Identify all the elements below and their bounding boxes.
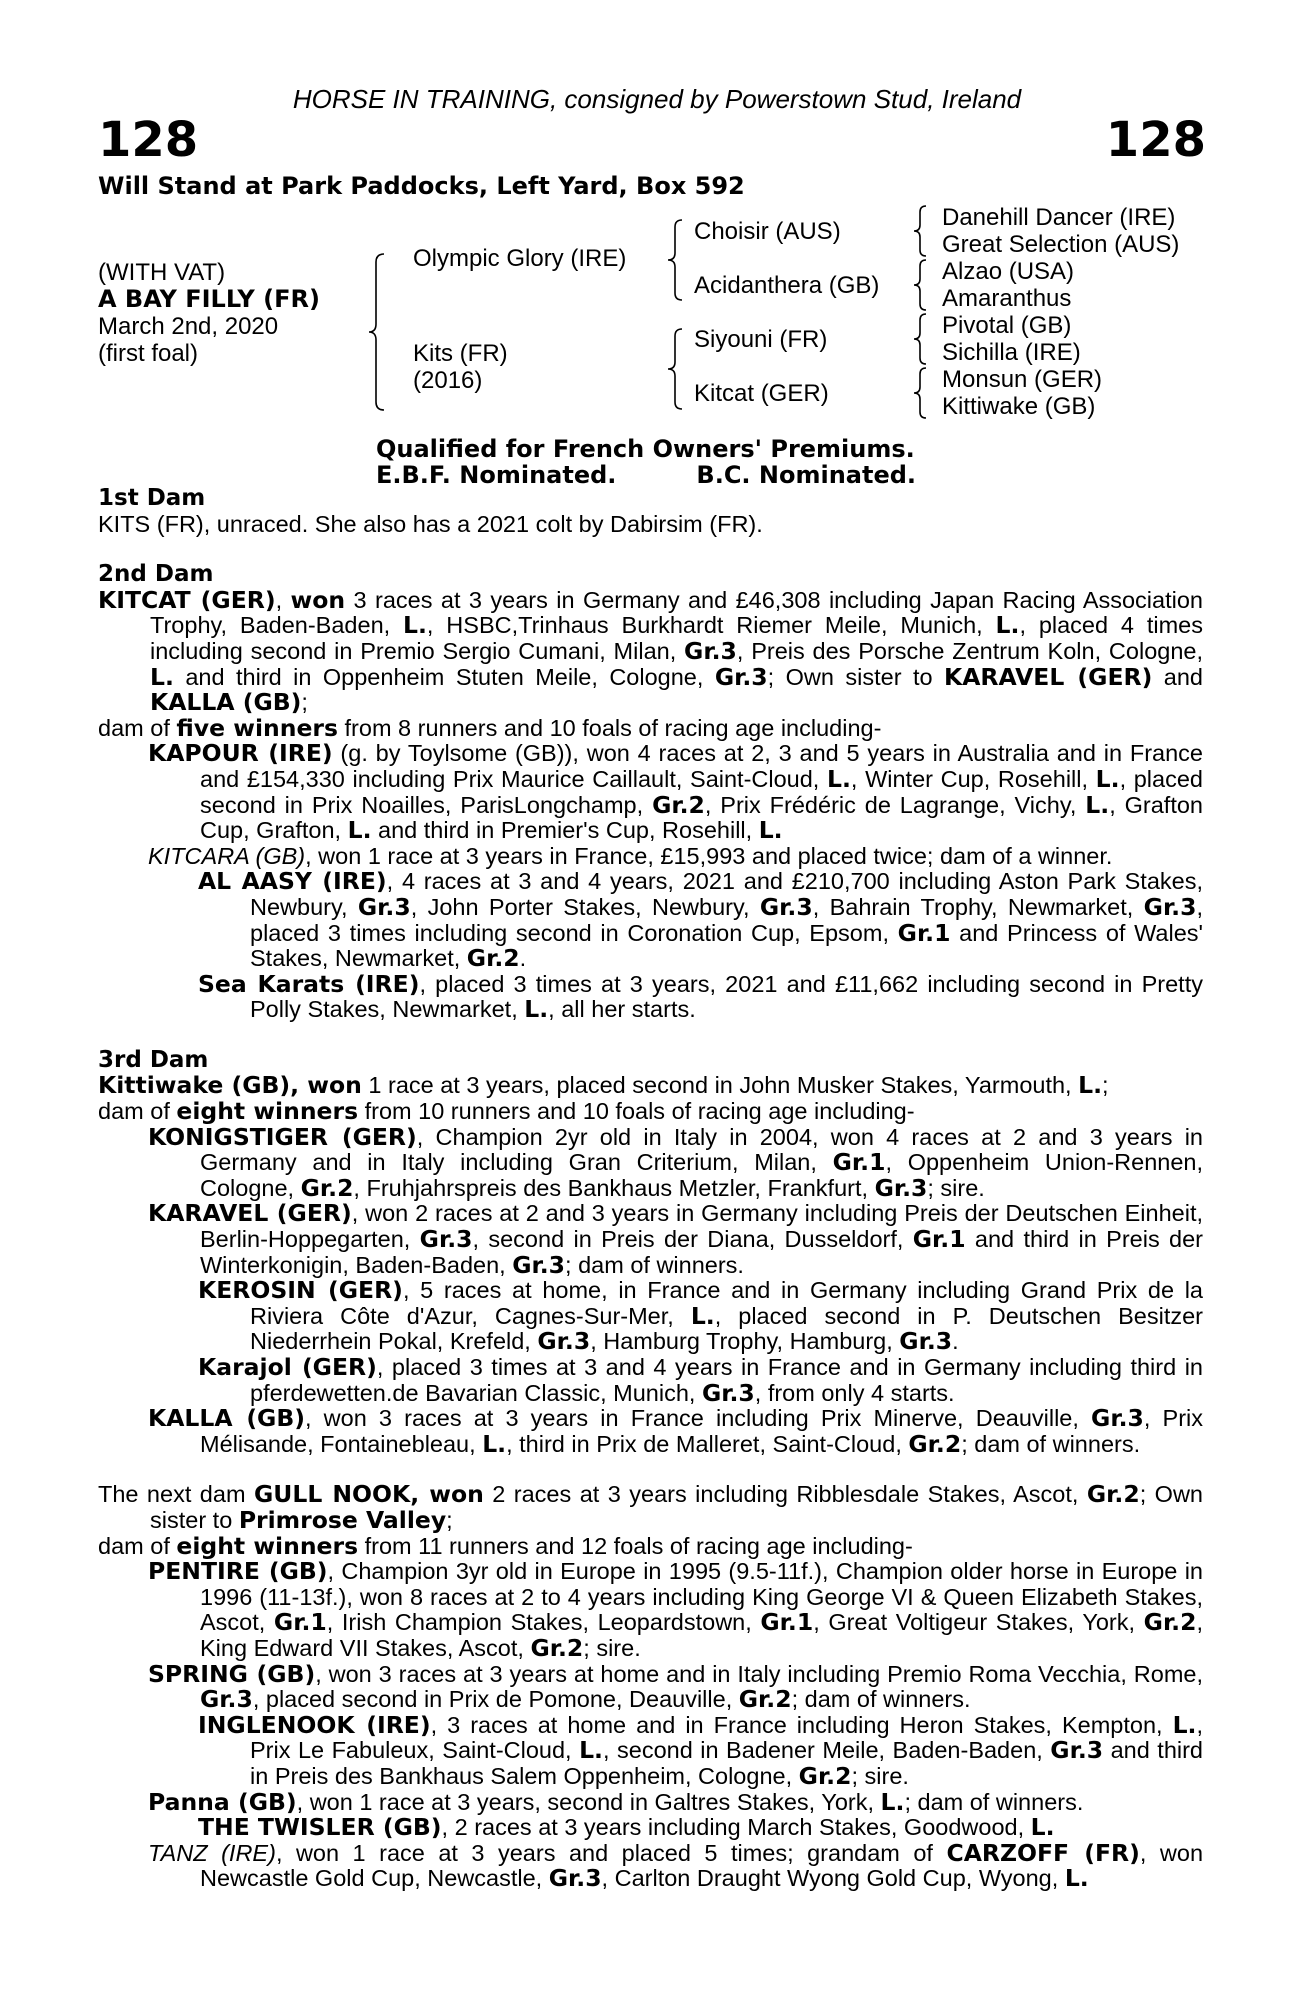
next-dam-dam-of: dam of eight winners from 11 runners and 12 foals of racing age including-: [98, 1531, 913, 1560]
pedigree-brace-main: [366, 252, 390, 412]
progeny-al-aasy: AL AASY (IRE), 4 races at 3 and 4 years, 2021 and £210,700 including Aston Park Stakes, Newbury, Gr.3, John Porter Stakes, Newbury, Gr.3, Bahrain Trophy, Newmarket, Gr.3, placed 3 times including second in Coronation Cup, Epsom, Gr.1 and Princess of Wales' Stakes, Newmarket, Gr.2.: [198, 867, 1203, 973]
pedigree-brace-g1: [910, 204, 930, 258]
dam-sire: Siyouni (FR): [694, 326, 828, 353]
consignor-line: HORSE IN TRAINING, consigned by Powerstown Stud, Ireland: [292, 84, 1022, 114]
ebf-nominated: E.B.F. Nominated.: [376, 461, 617, 489]
sister-kalla: KALLA (GB): [150, 688, 302, 717]
dam: Kits (FR): [413, 340, 508, 367]
progeny-panna: Panna (GB), won 1 race at 3 years, second in Galtres Stakes, York, L.; dam of winners.: [148, 1787, 1084, 1816]
stand-location: Will Stand at Park Paddocks, Left Yard, Box 592: [98, 172, 745, 200]
pedigree-brace-g2: [910, 258, 930, 312]
third-dam-heading: 3rd Dam: [98, 1046, 209, 1073]
lot-number-right: 128: [1105, 112, 1206, 168]
sister-karavel: KARAVEL (GER): [944, 662, 1153, 691]
progeny-kitcara: KITCARA (GB), won 1 race at 3 years in France, £15,993 and placed twice; dam of a winner.: [148, 842, 1113, 869]
second-dam-dam-of: dam of five winners from 8 runners and 10 foals of racing age including-: [98, 713, 882, 742]
next-dam-entry: The next dam GULL NOOK, won 2 races at 3 years including Ribblesdale Stakes, Ascot, Gr.2; Own sister to Primrose Valley;: [98, 1480, 1203, 1534]
grand-sire-dam-dam: Amaranthus: [942, 285, 1072, 312]
grand-dam-dam-dam: Kittiwake (GB): [942, 393, 1096, 420]
progeny-konigstiger: KONIGSTIGER (GER), Champion 2yr old in Italy in 2004, won 4 races at 2 and 3 years in Germany and in Italy including Gran Criterium, Milan, Gr.1, Oppenheim Union-Rennen, Cologne, Gr.2, Fruhjahrspreis des Bankhaus Metzler, Frankfurt, Gr.3; sire.: [148, 1122, 1203, 1202]
dam-year: (2016): [413, 367, 483, 394]
produce-record: [98, 486, 1203, 1892]
sire-sire: Choisir (AUS): [694, 218, 841, 245]
progeny-karavel: KARAVEL (GER), won 2 races at 2 and 3 years in Germany including Preis der Deutschen Einheit, Berlin-Hoppegarten, Gr.3, second in Preis der Diana, Dusseldorf, Gr.1 and third in Preis der Winterkonigin, Baden-Baden, Gr.3; dam of winners.: [148, 1199, 1204, 1279]
third-dam-entry: Kittiwake (GB), won 1 race at 3 years, placed second in John Musker Stakes, Yarmouth, L.;: [98, 1071, 1109, 1100]
vat-note: (WITH VAT): [98, 259, 226, 286]
second-dam-entry: KITCAT (GER), won 3 races at 3 years in Germany and £46,308 including Japan Racing Association Trophy, Baden-Baden, L., HSBC,Trinhaus Burkhardt Riemer Meile, Munich, L., placed 4 times including second in Premio Sergio Cumani, Milan, Gr.3, Preis des Porsche Zentrum Koln, Cologne, L. and third in Oppenheim Stuten Meile, Cologne, Gr.3; Own sister to KARAVEL (GER) and KALLA (GB);: [98, 585, 1204, 717]
third-dam-dam-of: dam of eight winners from 10 runners and 10 foals of racing age including-: [98, 1097, 915, 1126]
grand-sire-sire-dam: Great Selection (AUS): [942, 231, 1180, 258]
grand-sire-sire-sire: Danehill Dancer (IRE): [942, 204, 1176, 231]
progeny-the-twisler: THE TWISLER (GB), 2 races at 3 years including March Stakes, Goodwood, L.: [198, 1813, 1055, 1842]
progeny-tanz: TANZ (IRE), won 1 race at 3 years and placed 5 times; grandam of CARZOFF (FR), won Newcastle Gold Cup, Newcastle, Gr.3, Carlton Draught Wyong Gold Cup, Wyong, L.: [148, 1838, 1204, 1893]
first-dam-text: KITS (FR), unraced. She also has a 2021 colt by Dabirsim (FR).: [98, 510, 763, 537]
grand-dam-sire-sire: Pivotal (GB): [942, 312, 1072, 339]
progeny-pentire: PENTIRE (GB), Champion 3yr old in Europe in 1995 (9.5-11f.), Champion older horse in Europe in 1996 (11-13f.), won 8 races at 2 to 4 years including King George VI & Queen Elizabeth Stakes, Ascot, Gr.1, Irish Champion Stakes, Leopardstown, Gr.1, Great Voltigeur Stakes, York, Gr.2, King Edward VII Stakes, Ascot, Gr.2; sire.: [148, 1557, 1203, 1662]
grand-dam-sire-dam: Sichilla (IRE): [942, 339, 1081, 366]
french-premiums: Qualified for French Owners' Premiums.: [376, 435, 915, 463]
pedigree-brace-sire: [665, 218, 687, 302]
nominations-line: [376, 462, 916, 488]
grand-sire-dam-sire: Alzao (USA): [942, 258, 1075, 285]
sire-dam: Acidanthera (GB): [694, 272, 880, 299]
progeny-inglenook: INGLENOOK (IRE), 3 races at home and in France including Heron Stakes, Kempton, L., Prix Le Fabuleux, Saint-Cloud, L., second in Badener Meile, Baden-Baden, Gr.3 and third in Preis des Bankhaus Salem Oppenheim, Cologne, Gr.2; sire.: [198, 1710, 1204, 1790]
foaling-date: March 2nd, 2020: [98, 313, 279, 340]
pedigree-brace-g3: [910, 312, 930, 366]
progeny-kalla: KALLA (GB), won 3 races at 3 years in France including Prix Minerve, Deauville, Gr.3, Prix Mélisande, Fontainebleau, L., third in Prix de Malleret, Saint-Cloud, Gr.2; dam of winners.: [148, 1404, 1203, 1458]
qualifications: [376, 436, 916, 488]
second-dam-name: KITCAT (GER): [98, 585, 276, 614]
foal-note: (first foal): [98, 340, 199, 367]
first-dam-heading: 1st Dam: [98, 485, 206, 511]
progeny-karajol: Karajol (GER), placed 3 times at 3 and 4 years in France and in Germany including third in pferdewetten.de Bavarian Classic, Munich, Gr.3, from only 4 starts.: [198, 1353, 1203, 1407]
horse-name: A BAY FILLY (FR): [98, 285, 320, 313]
progeny-kapour: KAPOUR (IRE) (g. by Toylsome (GB)), won 4 races at 2, 3 and 5 years in Australia and in France and £154,330 including Prix Maurice Caillault, Saint-Cloud, L., Winter Cup, Rosehill, L., placed second in Prix Noailles, ParisLongchamp, Gr.2, Prix Frédéric de Lagrange, Vichy, L., Grafton Cup, Grafton, L. and third in Premier's Cup, Rosehill, L.: [148, 739, 1203, 845]
dam-dam: Kitcat (GER): [694, 380, 829, 407]
second-dam-heading: 2nd Dam: [98, 561, 214, 588]
progeny-spring: SPRING (GB), won 3 races at 3 years at home and in Italy including Premio Roma Vecchia, Rome, Gr.3, placed second in Prix de Pomone, Deauville, Gr.2; dam of winners.: [148, 1659, 1204, 1714]
bc-nominated: B.C. Nominated.: [696, 461, 917, 489]
sire: Olympic Glory (IRE): [413, 245, 627, 272]
lot-number-left: 128: [98, 112, 199, 168]
pedigree-brace-g4: [910, 366, 930, 420]
progeny-kerosin: KEROSIN (GER), 5 races at home, in France and in Germany including Grand Prix de la Riviera Côte d'Azur, Cagnes-Sur-Mer, L., placed second in P. Deutschen Besitzer Niederrhein Pokal, Krefeld, Gr.3, Hamburg Trophy, Hamburg, Gr.3.: [198, 1276, 1203, 1356]
progeny-sea-karats: Sea Karats (IRE), placed 3 times at 3 years, 2021 and £11,662 including second in Pretty Polly Stakes, Newmarket, L., all her starts.: [198, 969, 1203, 1024]
grand-dam-dam-sire: Monsun (GER): [942, 366, 1103, 393]
pedigree-brace-dam: [665, 327, 687, 411]
